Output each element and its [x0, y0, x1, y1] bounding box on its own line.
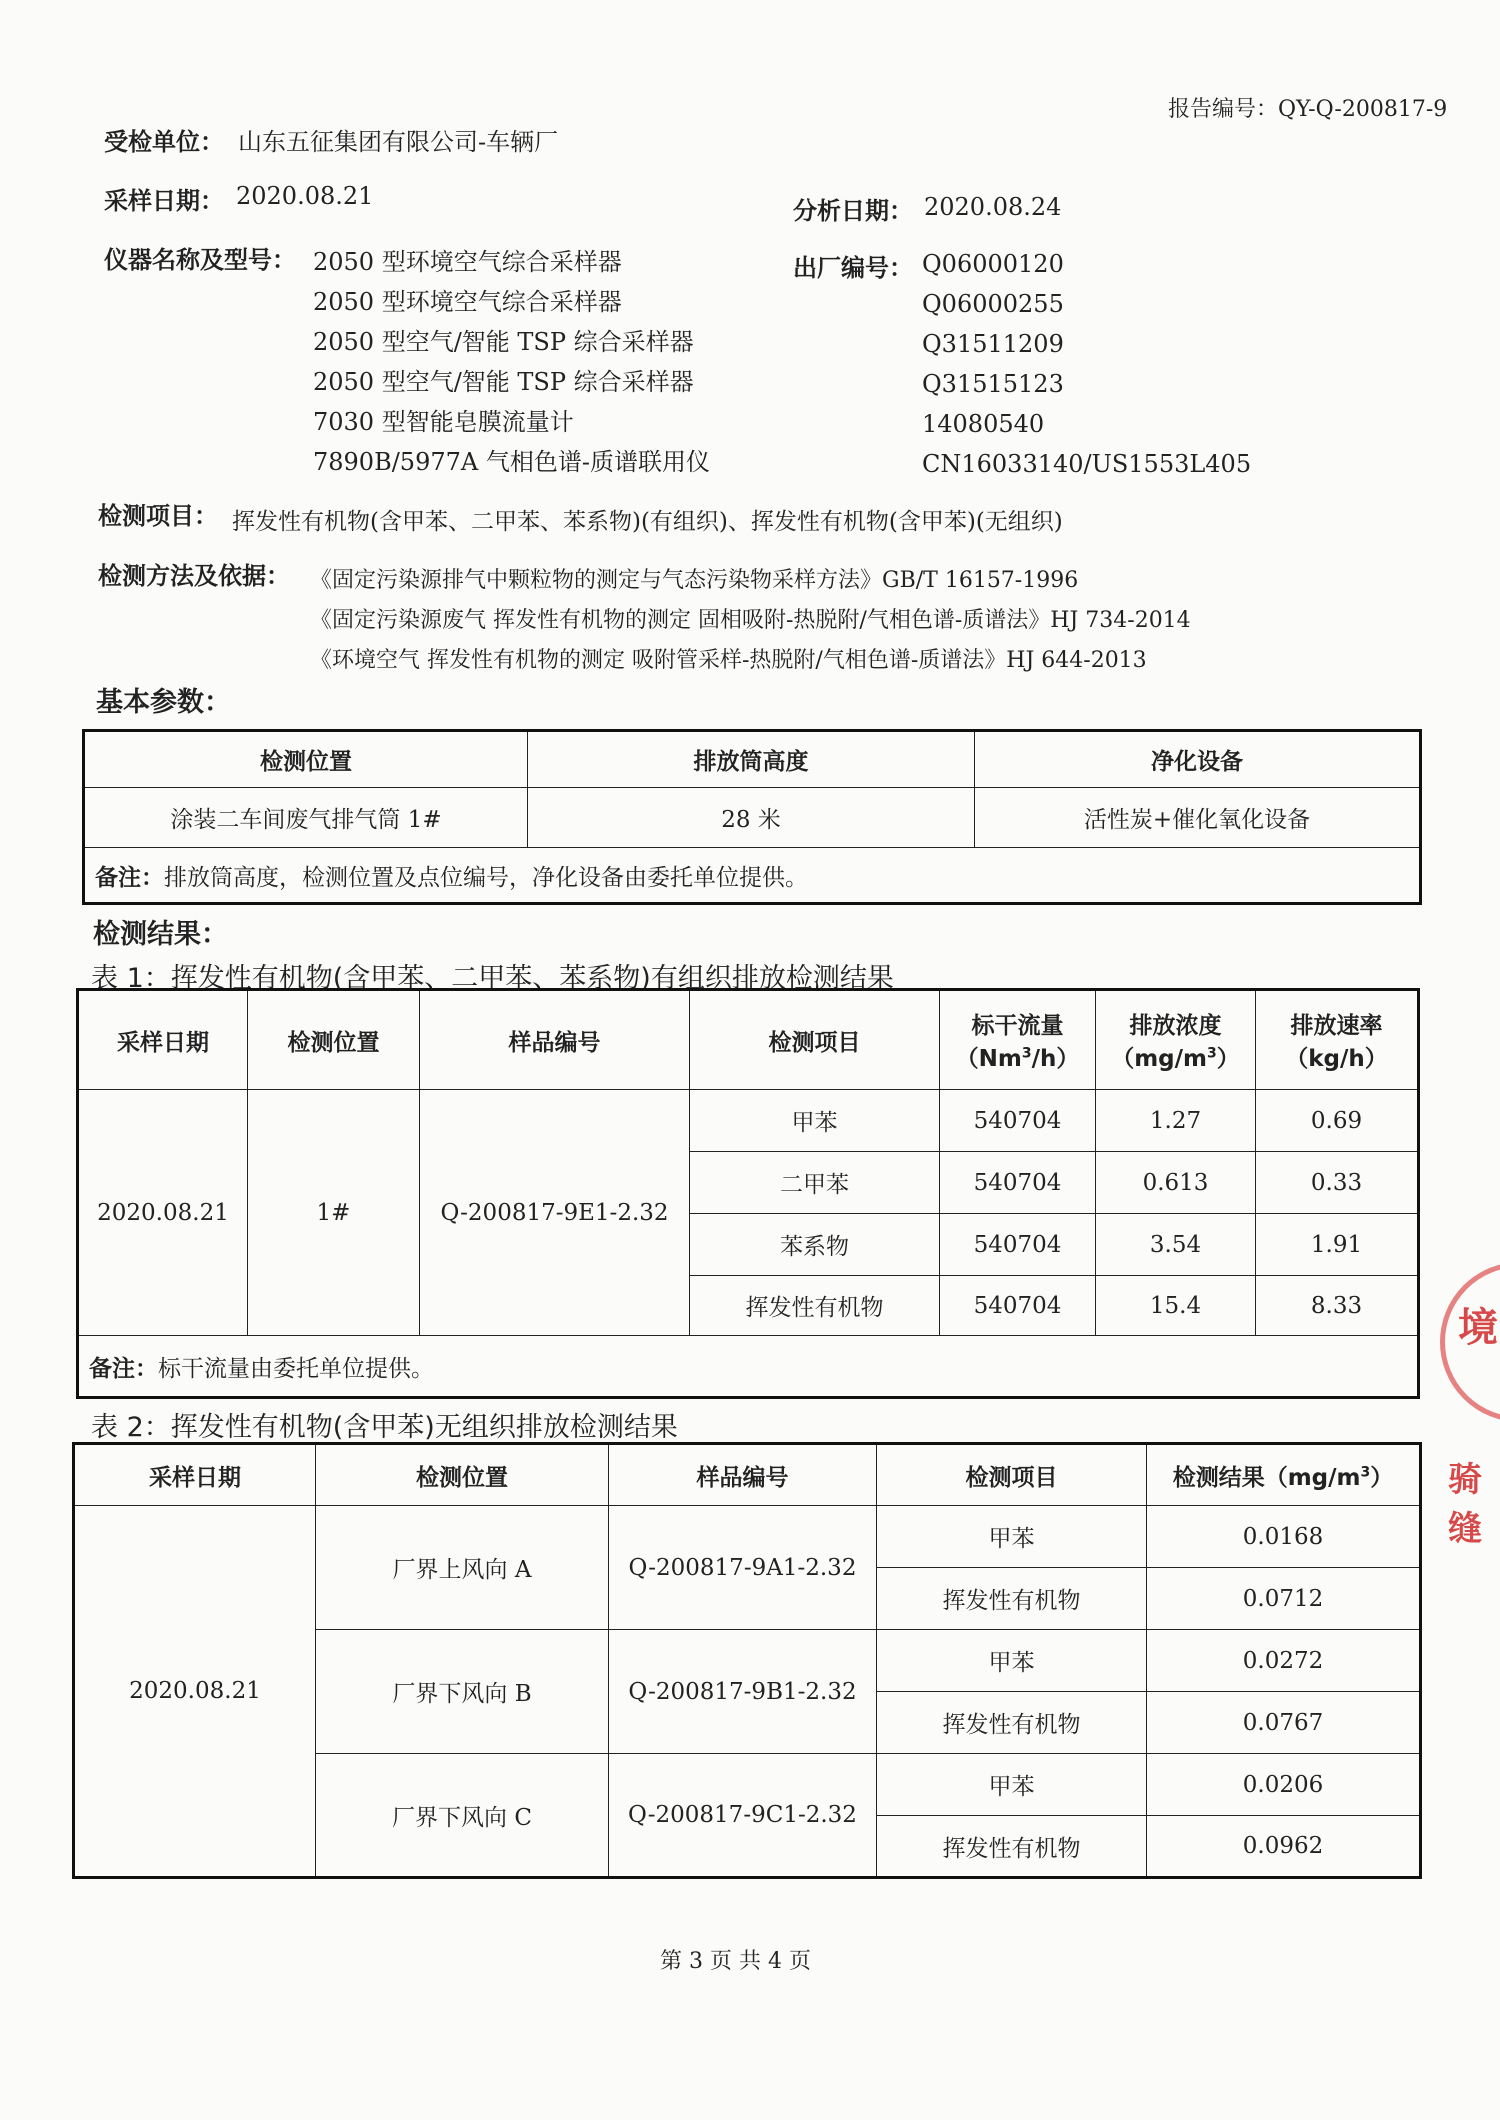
t1-header-item: 检测项目 — [690, 990, 940, 1090]
t2-sample: Q-200817-9B1-2.32 — [609, 1630, 877, 1754]
basic-params-table — [82, 729, 1422, 905]
basic-note-label: 备注： — [95, 864, 164, 891]
t1-header-conc-label: 排放浓度 — [1129, 1013, 1222, 1039]
t2-header-location: 检测位置 — [316, 1444, 609, 1506]
t1-conc-unit-b: ） — [1216, 1046, 1240, 1072]
inspected-unit: 山东五征集团有限公司-车辆厂 — [238, 128, 559, 156]
basic-title: 基本参数： — [96, 687, 231, 718]
t2-location: 厂界上风向 A — [316, 1506, 609, 1630]
t1-header-conc — [1096, 990, 1256, 1090]
t1-sample: Q-200817-9E1-2.32 — [420, 1090, 690, 1336]
instrument-5: 7030 型智能皂膜流量计 — [313, 408, 574, 436]
t1-flow-unit-sup: 3 — [1021, 1045, 1032, 1062]
t1-rate: 0.33 — [1256, 1152, 1419, 1214]
sampling-date-label: 采样日期： — [104, 187, 224, 215]
serial-4: Q31515123 — [922, 370, 1064, 398]
t1-location: 1# — [248, 1090, 420, 1336]
instrument-4: 2050 型空气/智能 TSP 综合采样器 — [313, 368, 694, 396]
analysis-date-label: 分析日期： — [793, 197, 913, 225]
instrument-label: 仪器名称及型号： — [104, 246, 296, 274]
t2-value: 0.0962 — [1147, 1816, 1421, 1878]
t1-rate: 8.33 — [1256, 1276, 1419, 1336]
t2-location: 厂界下风向 B — [316, 1630, 609, 1754]
t1-conc: 3.54 — [1096, 1214, 1256, 1276]
t1-date: 2020.08.21 — [78, 1090, 248, 1336]
t2-date: 2020.08.21 — [74, 1506, 316, 1878]
t2-header-result — [1147, 1444, 1421, 1506]
table1-caption: 表 1：挥发性有机物(含甲苯、二甲苯、苯系物)有组织排放检测结果 — [91, 963, 894, 994]
t2-header-sample: 样品编号 — [609, 1444, 877, 1506]
t1-conc-unit-sup: 3 — [1207, 1045, 1217, 1062]
items-label: 检测项目： — [98, 502, 218, 530]
t1-header-rate-unit: （kg/h） — [1285, 1046, 1388, 1072]
t2-header-date: 采样日期 — [74, 1444, 316, 1506]
t1-header-flow-unit — [944, 1040, 1091, 1073]
table2-caption: 表 2：挥发性有机物(含甲苯)无组织排放检测结果 — [91, 1412, 678, 1443]
items: 挥发性有机物(含甲苯、二甲苯、苯系物)(有组织)、挥发性有机物(含甲苯)(无组织) — [232, 509, 1063, 535]
t1-header-date: 采样日期 — [78, 990, 248, 1090]
instrument-3: 2050 型空气/智能 TSP 综合采样器 — [313, 328, 694, 356]
t2-sample: Q-200817-9A1-2.32 — [609, 1506, 877, 1630]
t1-header-location: 检测位置 — [248, 990, 420, 1090]
basic-header-equipment: 净化设备 — [975, 731, 1421, 788]
t1-header-rate — [1256, 990, 1419, 1090]
table1 — [76, 988, 1420, 1399]
serial-label: 出厂编号： — [793, 254, 913, 282]
t2-item: 甲苯 — [877, 1630, 1147, 1692]
basic-height: 28 米 — [528, 788, 975, 848]
t1-note-text: 标干流量由委托单位提供。 — [158, 1355, 434, 1382]
t1-item: 甲苯 — [690, 1090, 940, 1152]
t1-item: 挥发性有机物 — [690, 1276, 940, 1336]
t2-sample: Q-200817-9C1-2.32 — [609, 1754, 877, 1878]
serial-1: Q06000120 — [922, 250, 1064, 278]
serial-6: CN16033140/US1553L405 — [922, 450, 1252, 478]
t1-rate: 0.69 — [1256, 1090, 1419, 1152]
t1-header-rate-label: 排放速率 — [1290, 1013, 1383, 1039]
method-label: 检测方法及依据： — [98, 562, 290, 590]
basic-note-text: 排放筒高度，检测位置及点位编号，净化设备由委托单位提供。 — [164, 864, 808, 891]
t1-header-flow-label: 标干流量 — [971, 1013, 1064, 1039]
table-row — [74, 1506, 1421, 1568]
t1-flow: 540704 — [940, 1214, 1096, 1276]
t1-flow-unit-b: /h） — [1031, 1046, 1080, 1072]
seal-stamp-text-2: 骑缝 — [1448, 1460, 1482, 1549]
table-row — [78, 1090, 1419, 1152]
table2 — [72, 1442, 1422, 1879]
t1-flow: 540704 — [940, 1090, 1096, 1152]
t1-conc: 0.613 — [1096, 1152, 1256, 1214]
basic-location: 涂装二车间废气排气筒 1# — [84, 788, 528, 848]
t1-header-sample: 样品编号 — [420, 990, 690, 1090]
t2-item: 挥发性有机物 — [877, 1568, 1147, 1630]
serial-2: Q06000255 — [922, 290, 1064, 318]
t1-flow: 540704 — [940, 1152, 1096, 1214]
instrument-6: 7890B/5977A 气相色谱-质谱联用仪 — [313, 448, 710, 476]
t2-value: 0.0168 — [1147, 1506, 1421, 1568]
sampling-date: 2020.08.21 — [236, 182, 374, 210]
t1-header-flow — [940, 990, 1096, 1090]
t2-value: 0.0712 — [1147, 1568, 1421, 1630]
t1-header-conc-unit — [1100, 1040, 1251, 1073]
t2-result-b: ） — [1370, 1464, 1394, 1491]
t2-item: 挥发性有机物 — [877, 1692, 1147, 1754]
t1-conc-unit-a: （mg/m — [1111, 1046, 1208, 1072]
t1-note-label: 备注： — [89, 1355, 158, 1382]
instrument-2: 2050 型环境空气综合采样器 — [313, 288, 622, 316]
basic-header-location: 检测位置 — [84, 731, 528, 788]
method-1: 《固定污染源排气中颗粒物的测定与气态污染物采样方法》GB/T 16157-1996 — [310, 568, 1079, 593]
t2-result-sup: 3 — [1360, 1463, 1371, 1480]
serial-3: Q31511209 — [922, 330, 1064, 358]
t2-location: 厂界下风向 C — [316, 1754, 609, 1878]
serial-5: 14080540 — [922, 410, 1045, 438]
t2-value: 0.0272 — [1147, 1630, 1421, 1692]
t2-header-item: 检测项目 — [877, 1444, 1147, 1506]
t2-item: 甲苯 — [877, 1754, 1147, 1816]
analysis-date: 2020.08.24 — [924, 193, 1062, 221]
method-3: 《环境空气 挥发性有机物的测定 吸附管采样-热脱附/气相色谱-质谱法》HJ 644-2013 — [310, 648, 1147, 673]
t1-item: 苯系物 — [690, 1214, 940, 1276]
t2-item: 挥发性有机物 — [877, 1816, 1147, 1878]
basic-note — [84, 848, 1421, 904]
t1-item: 二甲苯 — [690, 1152, 940, 1214]
basic-equipment: 活性炭+催化氧化设备 — [975, 788, 1421, 848]
t2-value: 0.0767 — [1147, 1692, 1421, 1754]
t2-item: 甲苯 — [877, 1506, 1147, 1568]
instrument-1: 2050 型环境空气综合采样器 — [313, 248, 622, 276]
basic-header-height: 排放筒高度 — [528, 731, 975, 788]
page-footer: 第 3 页 共 4 页 — [660, 1949, 811, 1974]
inspected-unit-label: 受检单位： — [104, 128, 224, 156]
results-title: 检测结果： — [93, 919, 228, 950]
seal-stamp-text-1: 境 — [1458, 1305, 1498, 1351]
t1-flow-unit-a: （Nm — [955, 1046, 1022, 1072]
t2-result-a: 检测结果（mg/m — [1172, 1464, 1361, 1491]
method-2: 《固定污染源废气 挥发性有机物的测定 固相吸附-热脱附/气相色谱-质谱法》HJ 734-2014 — [310, 608, 1191, 633]
t1-rate: 1.91 — [1256, 1214, 1419, 1276]
t1-flow: 540704 — [940, 1276, 1096, 1336]
t1-conc: 15.4 — [1096, 1276, 1256, 1336]
t2-value: 0.0206 — [1147, 1754, 1421, 1816]
t1-note — [78, 1336, 1419, 1398]
report-number: 报告编号：QY-Q-200817-9 — [1168, 97, 1448, 122]
t1-conc: 1.27 — [1096, 1090, 1256, 1152]
